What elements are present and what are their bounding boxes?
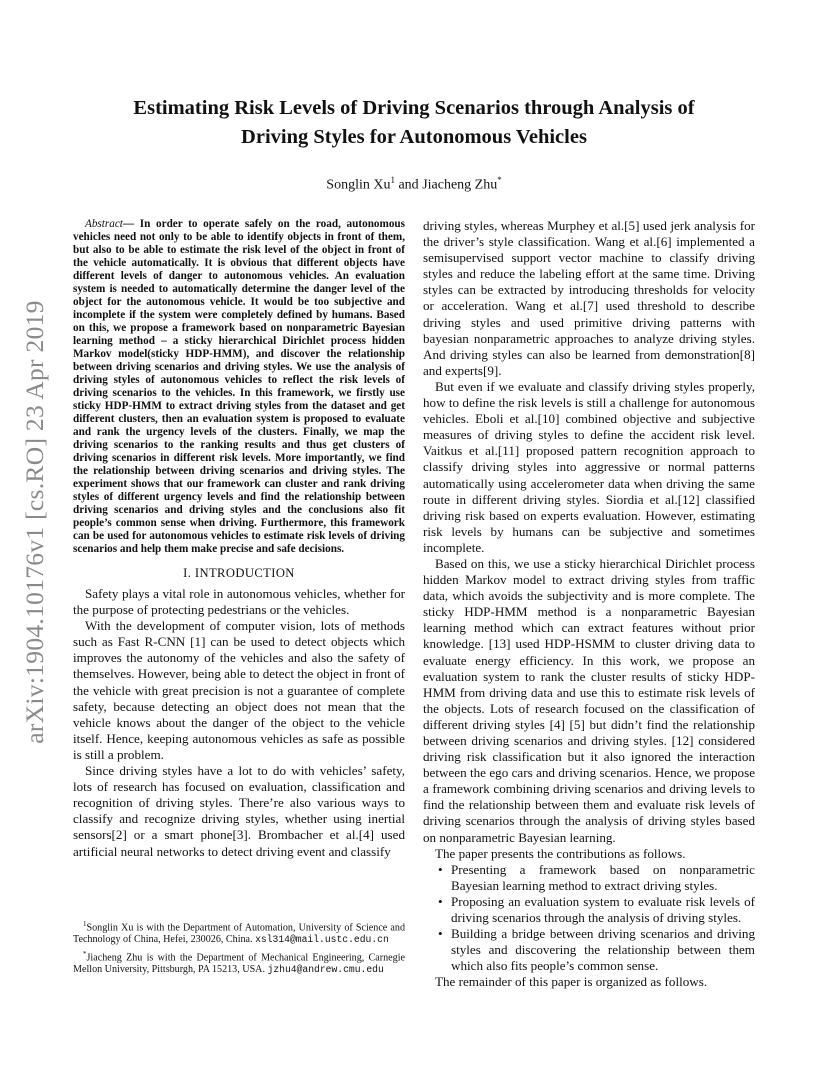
- footnote-1-email: xsl314@mail.ustc.edu.cn: [255, 934, 389, 946]
- arxiv-side-identifier: [20, 287, 50, 757]
- abstract: [73, 218, 405, 556]
- footnote-2-text: Jiacheng Zhu is with the Department of Mechanical Engineering, Carnegie Mellon University, Pittsburgh, PA 15213, USA.: [73, 951, 405, 975]
- left-column: [73, 218, 405, 860]
- contributions-list: [423, 862, 755, 975]
- author-2-name: Jiacheng Zhu: [422, 177, 498, 193]
- footnote-1-text: Songlin Xu is with the Department of Automation, University of Science and Technology of China, Hefei, 230026, China.: [73, 922, 405, 946]
- author-1-name: Songlin Xu: [326, 177, 391, 193]
- title-line-2: Driving Styles for Autonomous Vehicles: [241, 126, 587, 148]
- title-line-1: Estimating Risk Levels of Driving Scenarios through Analysis of: [133, 97, 695, 119]
- author-line: [80, 170, 748, 196]
- footnote-2-mark: *: [83, 949, 87, 958]
- abstract-label: Abstract: [85, 218, 123, 230]
- abstract-text: — In order to operate safely on the road, autonomous vehicles need not only to be able to identify objects in front of them, but also to be able to estimate the risk level of the object in front of the vehicle automatically. It is obvious that different objects have different levels of danger to autonomous vehicles. An evaluation system is needed to automatically determine the danger level of the object for the autonomous vehicle. It would be too subjective and incomplete if the system were completely defined by humans. Based on this, we propose a framework based on nonparametric Bayesian learning method – a sticky hierarchical Dirichlet process hidden Markov model(sticky HDP-HMM), and discover the relationship between driving scenarios and driving styles. We use the analysis of driving styles of autonomous vehicles to reflect the risk levels of driving scenarios to the vehicles. In this framework, we firstly use sticky HDP-HMM to extract driving styles from the dataset and get different clusters, then an evaluation system is proposed to evaluate and rank the urgency levels of the clusters. Finally, we map the driving scenarios to the ranking results and thus get clusters of driving scenarios in different risk levels. More importantly, we find the relationship between driving scenarios and driving styles. The experiment shows that our framework can cluster and rank driving styles of different urgency levels and find the relationship between driving scenarios and driving styles and the conclusions also fit people’s common sense when driving. Furthermore, this framework can be used for autonomous vehicles to estimate risk levels of driving scenarios and help them make precise and safe decisions.: [73, 218, 405, 555]
- paragraph: Based on this, we use a sticky hierarchical Dirichlet process hidden Markov model to extract driving styles from traffic data, which avoids the subjectivity and is more complete. The sticky HDP-HMM method is a nonparametric Bayesian learning method which can extract features without prior knowledge. [13] used HDP-HSMM to cluster driving data to evaluate energy efficiency. In this work, we propose an evaluation system to rank the cluster results of sticky HDP-HMM from driving data and use this to estimate risk levels of the objects. Lots of research focused on the classification of different driving styles [4] [5] but didn’t find the relationship between driving scenarios and driving styles. [12] considered driving risk classification but it also ignored the interaction between the ego cars and driving scenarios. Hence, we propose a framework combining driving scenarios and driving levels to find the relationship between them and evaluate risk levels of driving scenarios through the analysis of driving styles based on nonparametric Bayesian learning.: [423, 555, 755, 845]
- footnote-2-email: jzhu4@andrew.cmu.edu: [267, 964, 384, 975]
- author-2-mark: *: [497, 175, 502, 185]
- footnote-1-mark: 1: [83, 920, 87, 928]
- author-joiner: and: [394, 177, 423, 193]
- footnote-2: [73, 948, 405, 977]
- paper-title: [80, 94, 748, 152]
- paragraph: The remainder of this paper is organized as follows.: [435, 974, 708, 990]
- paragraph: With the development of computer vision, lots of methods such as Fast R-CNN [1] can be used to detect objects which improves the autonomy of the vehicles and also the safety of themselves. However, being able to detect the object in front of the vehicle with great precision is not a guarantee of complete safety, because detecting an object does not mean that the vehicle knows about the danger of the object to the vehicle itself. Hence, keeping autonomous vehicles as safe as possible is still a problem.: [73, 618, 405, 762]
- paragraph: The paper presents the contributions as follows.: [435, 845, 686, 861]
- right-column: [423, 218, 755, 991]
- arxiv-identifier-text: arXiv:1904.10176v1 [cs.RO] 23 Apr 2019: [20, 300, 49, 744]
- author-1-mark: 1: [390, 175, 395, 185]
- list-item: • Building a bridge between driving scenarios and driving styles and discovering the relationship between them which also fits people’s common sense.: [451, 926, 755, 974]
- list-item: • Presenting a framework based on nonparametric Bayesian learning method to extract driving styles.: [451, 862, 755, 894]
- section-heading-introduction: I. INTRODUCTION: [183, 566, 295, 580]
- list-item: • Proposing an evaluation system to evaluate risk levels of driving scenarios through the analysis of driving styles.: [451, 894, 755, 926]
- paragraph: driving styles, whereas Murphey et al.[5] used jerk analysis for the driver’s style classification. Wang et al.[6] implemented a semisupervised support vector machine to classify driving styles and reduce the labeling effort at the same time. Driving styles can be extracted by introducing thresholds for velocity or acceleration. Wang et al.[7] used threshold to describe driving styles and used primitive driving patterns with bayesian nonparametric approaches to analyze driving styles. And driving styles can also be learned from demonstration[8] and experts[9].: [423, 218, 755, 378]
- footnote-1: [73, 918, 405, 947]
- paragraph: Since driving styles have a lot to do with vehicles’ safety, lots of research has focused on evaluation, classification and recognition of driving styles. There’re also various ways to classify and recognize driving styles, whether using inertial sensors[2] or a smart phone[3]. Brombacher et al.[4] used artificial neural networks to detect driving event and classify: [73, 763, 405, 859]
- paragraph: Safety plays a vital role in autonomous vehicles, whether for the purpose of protecting pedestrians or the vehicles.: [73, 586, 405, 618]
- paragraph: But even if we evaluate and classify driving styles properly, how to define the risk levels is still a challenge for autonomous vehicles. Eboli et al.[10] combined objective and subjective measures of driving styles to define the accident risk level. Vaitkus et al.[11] proposed pattern recognition approach to classify driving styles into aggressive or normal patterns automatically using accelerometer data when driving the same route in different driving styles. Siordia et al.[12] classified driving risk based on experts evaluation. However, estimating risk levels by humans can be subjective and sometimes incomplete.: [423, 378, 755, 555]
- footnotes: [73, 918, 405, 977]
